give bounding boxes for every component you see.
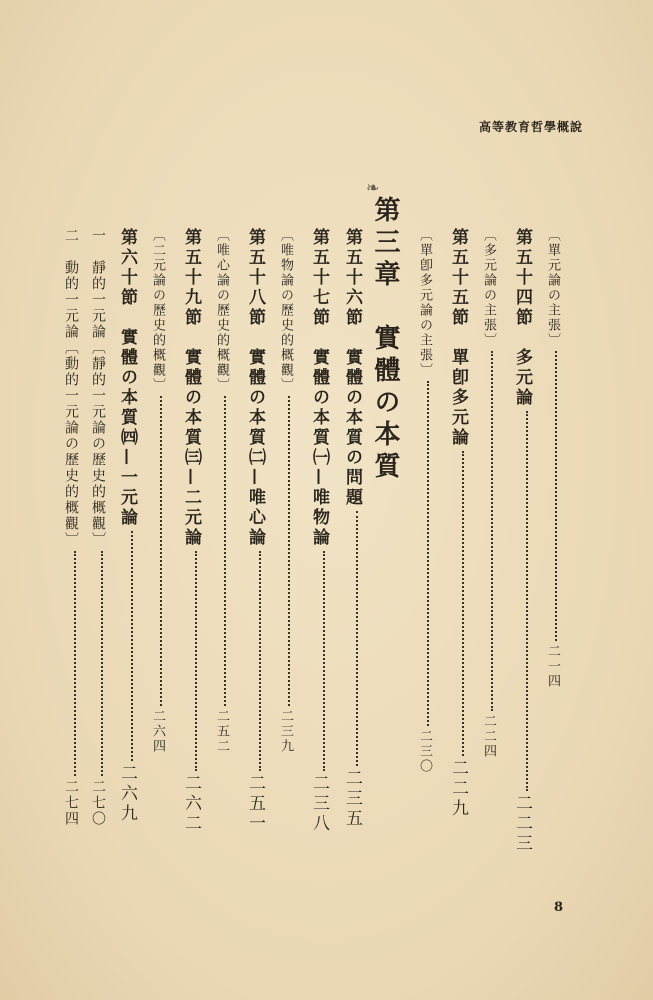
- ornament-mark: ❧: [366, 178, 380, 197]
- toc-entry-title: 第五十五節 單卽多元論: [448, 228, 468, 448]
- toc-entry-title: 〔二元論の歷史的概觀〕: [150, 228, 165, 393]
- toc-entry-page: 二二九: [448, 759, 468, 819]
- toc-entry-page: 二六九: [117, 764, 137, 824]
- dot-leader: [323, 551, 325, 771]
- toc-entry-title: 第六十節 實體の本質㈣—一元論: [117, 228, 137, 528]
- toc-entry-title: 〔唯物論の歷史的概觀〕: [278, 228, 293, 393]
- toc-entry-page: 二二四: [481, 714, 496, 759]
- dot-leader: [555, 351, 557, 641]
- dot-leader: [288, 396, 290, 706]
- toc-entry-page: 二六四: [150, 709, 165, 754]
- toc-entry-page: 二三五: [342, 769, 362, 829]
- toc-entry: [243, 228, 268, 834]
- toc-entry-title: 〔多元論の主張〕: [481, 228, 496, 348]
- toc-entry-page: 二五二: [214, 709, 229, 754]
- toc-entry-title: 一 靜的一元論〔靜的一元論の歷史的概觀〕: [90, 228, 106, 548]
- dot-leader: [491, 351, 493, 711]
- toc-entry-title: 第五十八節 實體の本質㈡—唯心論: [245, 228, 265, 548]
- toc-entry: [148, 228, 167, 754]
- toc-entry: [479, 228, 498, 759]
- dot-leader: [526, 411, 528, 791]
- toc-entry: [61, 228, 81, 827]
- dot-leader: [101, 551, 103, 776]
- toc-entry-title: 二 動的一元論〔動的一元論の歷史的概觀〕: [63, 228, 79, 548]
- toc-entry-title: 〔唯心論の歷史的概觀〕: [214, 228, 229, 393]
- dot-leader: [427, 381, 429, 726]
- toc-entry-title: 〔單卽多元論の主張〕: [417, 228, 432, 378]
- toc-entry-page: 二三九: [278, 709, 293, 754]
- toc-entry: [115, 228, 140, 824]
- toc-entry: [276, 228, 295, 754]
- toc-entry: [446, 228, 471, 819]
- toc-entry: [212, 228, 231, 754]
- dot-leader: [224, 396, 226, 706]
- toc-entry: [88, 228, 108, 827]
- dot-leader: [160, 396, 162, 706]
- toc-entry-title: 第五十四節 多元論: [512, 228, 532, 408]
- running-header: 高等教育哲學概說: [478, 120, 583, 134]
- toc-entry-page: 二六二: [181, 774, 201, 834]
- toc-entry-page: 二一四: [545, 644, 560, 689]
- toc-entry: [543, 228, 562, 689]
- toc-entry-page: 二五一: [245, 774, 265, 834]
- dot-leader: [74, 551, 76, 776]
- chapter-title: 第三章 實體の本質: [370, 196, 400, 484]
- toc-entry: [340, 228, 365, 829]
- toc-entry: [510, 228, 535, 854]
- dot-leader: [131, 531, 133, 761]
- dot-leader: [462, 451, 464, 756]
- toc-entry-page: 二七〇: [90, 779, 106, 827]
- toc-entry: [179, 228, 204, 834]
- toc-entry-page: 二三〇: [417, 729, 432, 774]
- toc-entry-title: 第五十九節 實體の本質㈢—二元論: [181, 228, 201, 548]
- dot-leader: [356, 511, 358, 766]
- toc-entry-page: 二三八: [309, 774, 329, 834]
- toc-entry-page: 二七四: [63, 779, 79, 827]
- toc-entry-title: 第五十七節 實體の本質㈠—唯物論: [309, 228, 329, 548]
- toc-entry: [415, 228, 434, 774]
- dot-leader: [195, 551, 197, 771]
- toc-entry-title: 〔單元論の主張〕: [545, 228, 560, 348]
- page-number: 8: [554, 900, 564, 915]
- toc-entry-page: 二二三: [512, 794, 532, 854]
- toc-entry: [307, 228, 332, 834]
- dot-leader: [259, 551, 261, 771]
- toc-entry-title: 第五十六節 實體の本質の問題: [342, 228, 362, 508]
